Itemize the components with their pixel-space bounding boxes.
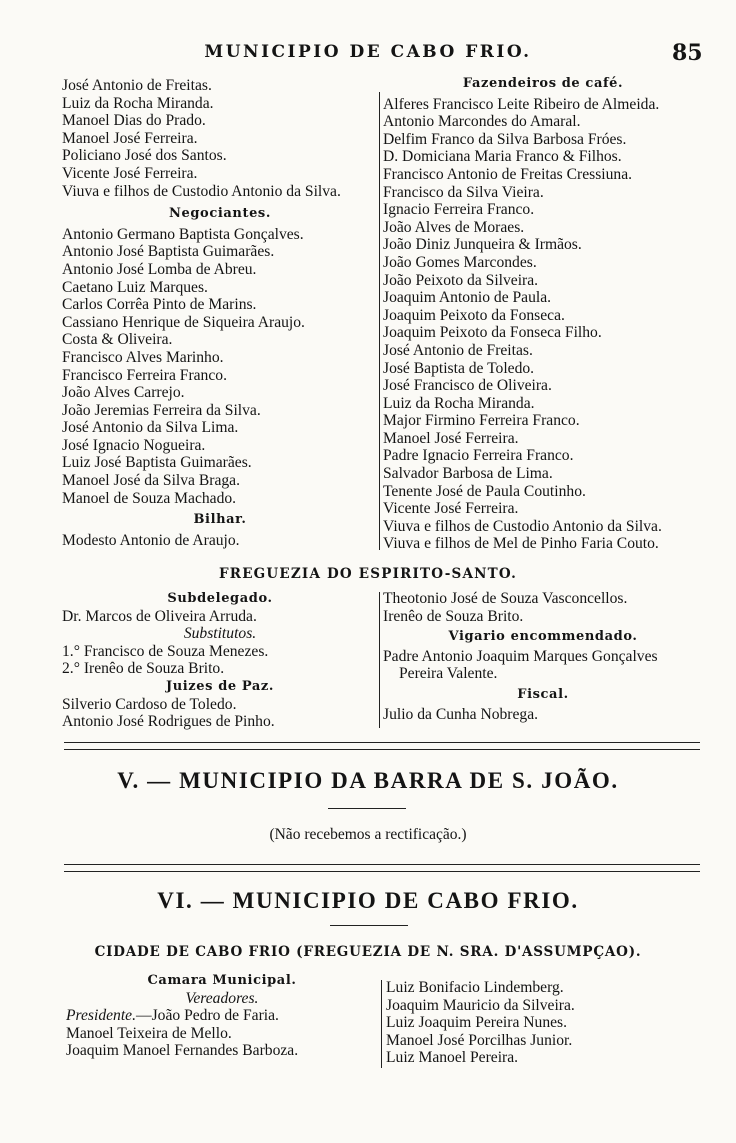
list-item: Luiz Bonifacio Lindemberg. xyxy=(386,979,564,996)
list-item: José Francisco de Oliveira. xyxy=(383,377,552,395)
list-item: Francisco da Silva Vieira. xyxy=(383,183,544,201)
negociantes-heading: Negociantes. xyxy=(169,206,271,222)
presidente-label: Presidente. xyxy=(66,1007,137,1025)
list-item: Major Firmino Ferreira Franco. xyxy=(383,412,580,430)
list-item: João Peixoto da Silveira. xyxy=(383,271,539,289)
short-rule xyxy=(330,925,408,926)
list-item: José Antonio de Freitas. xyxy=(62,77,212,94)
column-divider xyxy=(381,980,382,1068)
list-item: Antonio José Rodrigues de Pinho. xyxy=(62,713,275,731)
list-item: Antonio José Baptista Guimarães. xyxy=(62,243,275,261)
list-item: D. Domiciana Maria Franco & Filhos. xyxy=(383,148,622,166)
fiscal-heading: Fiscal. xyxy=(517,686,569,702)
list-item: Luiz da Rocha Miranda. xyxy=(383,394,535,412)
list-item: Francisco Alves Marinho. xyxy=(62,348,224,366)
list-item: Alferes Francisco Leite Ribeiro de Almeida. xyxy=(383,95,660,113)
list-item: José Antonio de Freitas. xyxy=(383,341,533,359)
list-item xyxy=(66,1007,378,1025)
list-item: Salvador Barbosa de Lima. xyxy=(383,465,553,483)
list-item: Theotonio José de Souza Vasconcellos. xyxy=(383,590,628,607)
list-item: João Diniz Junqueira & Irmãos. xyxy=(383,236,582,254)
column-divider xyxy=(379,92,380,550)
list-item: Caetano Luiz Marques. xyxy=(62,278,208,296)
espirito-right-column xyxy=(383,590,703,723)
list-item: Silverio Cardoso de Toledo. xyxy=(62,695,237,713)
list-item: Francisco Antonio de Freitas Cressiuna. xyxy=(383,165,633,183)
vigario-heading: Vigario encommendado. xyxy=(448,629,638,645)
subdelegado-heading: Subdelegado. xyxy=(167,591,273,606)
barra-title: V. — MUNICIPIO DA BARRA DE S. JOÃO. xyxy=(117,768,619,793)
list-item: Luiz da Rocha Miranda. xyxy=(62,94,214,112)
list-item: Delfim Franco da Silva Barbosa Fróes. xyxy=(383,130,627,148)
list-item: Antonio Marcondes do Amaral. xyxy=(383,113,581,131)
barra-note: (Não recebemos a rectificação.) xyxy=(269,826,467,843)
list-item: Manoel José da Silva Braga. xyxy=(62,472,240,490)
juizes-heading: Juizes de Paz. xyxy=(165,678,275,694)
fazendeiros-heading: Fazendeiros de café. xyxy=(462,76,624,91)
presidente-name: —João Pedro de Faria. xyxy=(136,1007,279,1025)
list-item: Dr. Marcos de Oliveira Arruda. xyxy=(62,607,257,625)
list-item: Francisco Ferreira Franco. xyxy=(62,366,227,384)
list-item: Luiz Manoel Pereira. xyxy=(386,1049,519,1067)
list-item: João Gomes Marcondes. xyxy=(383,253,537,271)
upper-left-column xyxy=(62,77,378,549)
list-item: Manoel José Ferreira. xyxy=(62,129,198,147)
list-item: Irenêo de Souza Brito. xyxy=(383,607,524,625)
vereadores-heading: Vereadores. xyxy=(185,989,259,1007)
running-title: MUNICIPIO DE CABO FRIO. xyxy=(204,42,532,62)
list-item: Costa & Oliveira. xyxy=(62,331,173,349)
bilhar-heading: Bilhar. xyxy=(193,512,247,528)
substitutos-heading: Substitutos. xyxy=(183,625,257,643)
list-item: Joaquim Peixoto da Fonseca. xyxy=(383,306,565,324)
list-item: Luiz José Baptista Guimarães. xyxy=(62,454,252,472)
list-item: Joaquim Antonio de Paula. xyxy=(383,289,552,307)
page-number: 85 xyxy=(672,40,703,66)
list-item: Joaquim Peixoto da Fonseca Filho. xyxy=(383,324,602,342)
list-item: Manoel Dias do Prado. xyxy=(62,112,206,130)
cabo-right-column xyxy=(386,979,706,1067)
list-item: Modesto Antonio de Araujo. xyxy=(62,531,240,549)
list-item: Viuva e filhos de Custodio Antonio da Silva. xyxy=(383,517,662,535)
list-item: Manoel José Porcilhas Junior. xyxy=(386,1031,573,1049)
list-item: João Alves de Moraes. xyxy=(383,218,525,236)
list-item: Julio da Cunha Nobrega. xyxy=(383,705,539,723)
list-item: João Jeremias Ferreira da Silva. xyxy=(62,401,261,419)
cabo-left-column xyxy=(66,972,378,1060)
list-item: Vicente José Ferreira. xyxy=(383,500,519,518)
list-item: Policiano José dos Santos. xyxy=(62,147,227,165)
list-item: Luiz Joaquim Pereira Nunes. xyxy=(386,1014,568,1032)
list-item: Carlos Corrêa Pinto de Marins. xyxy=(62,296,257,314)
list-item: Manoel Teixeira de Mello. xyxy=(66,1024,232,1042)
list-item: Manoel José Ferreira. xyxy=(383,429,519,447)
list-item: José Antonio da Silva Lima. xyxy=(62,419,239,437)
list-item: Ignacio Ferreira Franco. xyxy=(383,201,535,219)
list-item: João Alves Carrejo. xyxy=(62,384,185,402)
list-item: Vicente José Ferreira. xyxy=(62,164,198,182)
list-item: Viuva e filhos de Custodio Antonio da Silva. xyxy=(62,182,341,200)
list-item: Cassiano Henrique de Siqueira Araujo. xyxy=(62,313,305,331)
espirito-santo-title: FREGUEZIA DO ESPIRITO-SANTO. xyxy=(218,566,518,582)
espirito-left-column xyxy=(62,590,378,731)
list-item: Joaquim Mauricio da Silveira. xyxy=(386,996,575,1014)
double-rule xyxy=(64,742,700,750)
list-item: Antonio Germano Baptista Gonçalves. xyxy=(62,225,304,243)
list-item: Antonio José Lomba de Abreu. xyxy=(62,260,257,278)
list-item: Tenente José de Paula Coutinho. xyxy=(383,482,586,500)
list-item: 2.° Irenêo de Souza Brito. xyxy=(62,660,225,678)
list-item: José Baptista de Toledo. xyxy=(383,359,535,377)
list-item: Joaquim Manoel Fernandes Barboza. xyxy=(66,1042,299,1060)
list-item: Padre Antonio Joaquim Marques Gonçalves xyxy=(383,647,658,665)
camara-heading: Camara Municipal. xyxy=(147,973,297,988)
upper-right-column xyxy=(383,75,703,553)
double-rule xyxy=(64,864,700,872)
list-item: Viuva e filhos de Mel de Pinho Faria Couto. xyxy=(383,535,659,553)
cabo-frio-subtitle: CIDADE DE CABO FRIO (FREGUEZIA DE N. SRA. D'ASSUMPÇAO). xyxy=(94,944,642,960)
list-item: Pereira Valente. xyxy=(399,665,498,683)
list-item: 1.° Francisco de Souza Menezes. xyxy=(62,642,269,660)
cabo-frio-title: VI. — MUNICIPIO DE CABO FRIO. xyxy=(157,888,579,913)
column-divider xyxy=(379,592,380,728)
list-item: Manoel de Souza Machado. xyxy=(62,489,237,507)
list-item: Padre Ignacio Ferreira Franco. xyxy=(383,447,574,465)
short-rule xyxy=(328,808,406,809)
list-item: José Ignacio Nogueira. xyxy=(62,436,206,454)
